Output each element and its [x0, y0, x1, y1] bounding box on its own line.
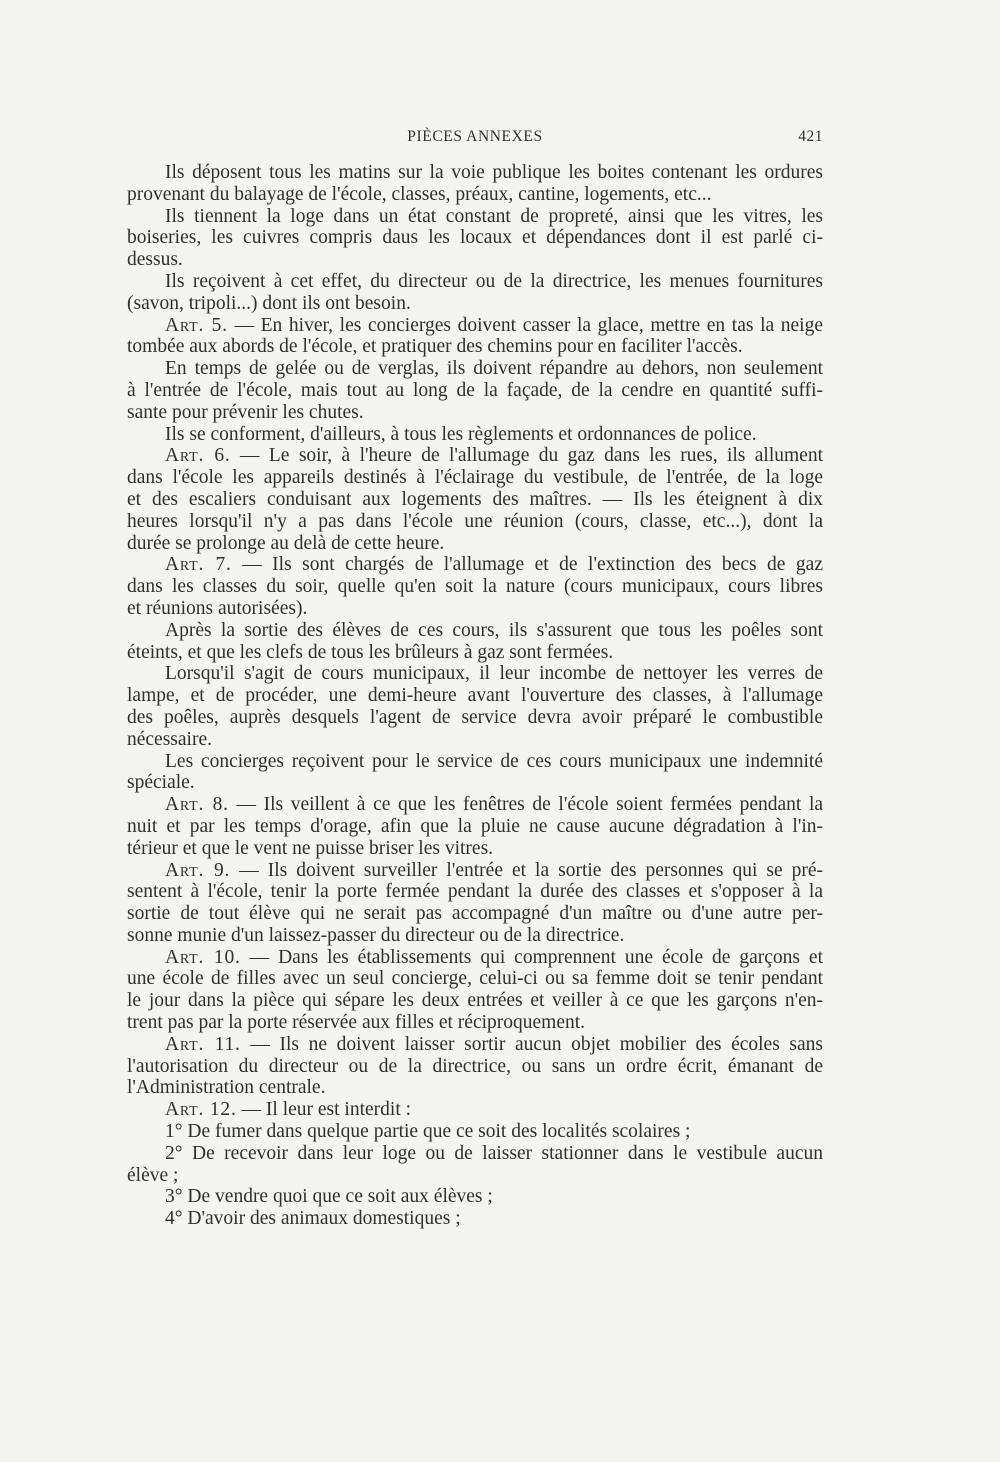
text-line — [127, 489, 823, 511]
page-number: 421 — [798, 128, 823, 145]
text-line — [127, 598, 823, 620]
line-text: 1° De fumer dans quelque partie que ce soit des localités scolaires ; — [165, 1121, 691, 1143]
article-paragraph — [127, 794, 823, 859]
line-text: Les concierges reçoivent pour le service de ces cours municipaux une indemnité — [165, 750, 823, 772]
text-line — [127, 663, 823, 685]
line-text: dans l'école les appareils destinés à l'éclairage du vestibule, de l'entrée, de la loge — [127, 467, 823, 489]
line-text: Lorsqu'il s'agit de cours municipaux, il leur incombe de nettoyer les verres de — [165, 663, 823, 685]
line-text: Ils reçoivent à cet effet, du directeur ou de la directrice, les menues fournitures — [165, 270, 823, 292]
text-line — [127, 1012, 823, 1034]
text-line — [127, 620, 823, 642]
line-text: 4° D'avoir des animaux domestiques ; — [165, 1208, 461, 1230]
line-text: Après la sortie des élèves de ces cours, ils s'assurent que tous les poêles sont — [165, 619, 823, 641]
paragraph — [127, 358, 823, 423]
text-line — [127, 445, 823, 467]
text-line — [127, 1099, 823, 1121]
line-text: à l'entrée de l'école, mais tout au long de la façade, de la cendre en quantité suffi- — [127, 379, 823, 401]
line-text: boiseries, les cuivres compris daus les locaux et dépendances dont il est parlé ci- — [127, 227, 823, 249]
paragraph — [127, 1208, 823, 1230]
text-line — [127, 271, 823, 293]
text-line — [127, 925, 823, 947]
text-line — [127, 1208, 823, 1230]
paragraph — [127, 162, 823, 206]
text-line — [127, 707, 823, 729]
text-line — [127, 947, 823, 969]
article-label: Art. 10. — [165, 946, 241, 968]
text-line — [127, 990, 823, 1012]
paragraph — [127, 663, 823, 750]
text-line — [127, 1034, 823, 1056]
text-line — [127, 1143, 823, 1165]
text-line — [127, 576, 823, 598]
text-line — [127, 184, 823, 206]
text-line — [127, 794, 823, 816]
text-line — [127, 1077, 823, 1099]
line-text: durée se prolonge au delà de cette heure. — [127, 532, 445, 554]
text-line — [127, 816, 823, 838]
text-line — [127, 380, 823, 402]
line-text: le jour dans la pièce qui sépare les deux entrées et veiller à ce que les garçons n'en- — [127, 990, 823, 1012]
article-paragraph — [127, 1034, 823, 1099]
text-line — [127, 685, 823, 707]
article-label: Art. 9. — [165, 859, 231, 881]
line-text: — Il leur est interdit : — [241, 1099, 412, 1121]
article-label: Art. 11. — [165, 1033, 241, 1055]
running-title: PIÈCES ANNEXES — [407, 128, 543, 145]
text-line — [127, 772, 823, 794]
line-text: sentent à l'école, tenir la porte fermée pendant la durée des classes et s'opposer à la — [127, 881, 823, 903]
line-text: éteints, et que les clefs de tous les brûleurs à gaz sont fermées. — [127, 641, 614, 663]
text-line — [127, 424, 823, 446]
paragraph — [127, 620, 823, 664]
line-text: sortie de tout élève qui ne serait pas accompagné d'un maître ou d'une autre per- — [127, 903, 823, 925]
line-text: — Dans les établissements qui comprennent une école de garçons et — [249, 946, 824, 968]
line-text: tombée aux abords de l'école, et pratiquer des chemins pour en faciliter l'accès. — [127, 336, 743, 358]
text-line — [127, 1121, 823, 1143]
line-text: térieur et que le vent ne puisse briser les vitres. — [127, 837, 494, 859]
text-line — [127, 881, 823, 903]
line-text: des poêles, auprès desquels l'agent de service devra avoir préparé le combustible — [127, 706, 823, 728]
line-text: nécessaire. — [127, 728, 212, 750]
article-label: Art. 12. — [165, 1099, 237, 1121]
line-text: 2° De recevoir dans leur loge ou de laisser stationner dans le vestibule aucun — [165, 1142, 823, 1164]
line-text: — Le soir, à l'heure de l'allumage du gaz dans les rues, ils allument — [240, 445, 824, 467]
text-line — [127, 642, 823, 664]
running-head — [127, 126, 823, 148]
line-text: dans les classes du soir, quelle qu'en soit la nature (cours municipaux, cours libres — [127, 576, 823, 598]
text-line — [127, 358, 823, 380]
line-text: sonne munie d'un laissez-passer du directeur ou de la directrice. — [127, 924, 625, 946]
line-text: spéciale. — [127, 772, 195, 794]
line-text: et réunions autorisées). — [127, 597, 308, 619]
paragraph — [127, 751, 823, 795]
text-line — [127, 1056, 823, 1078]
line-text: lampe, et de procéder, une demi-heure avant l'ouverture des classes, à l'allumage — [127, 685, 823, 707]
line-text: En temps de gelée ou de verglas, ils doivent répandre au dehors, non seulement — [165, 358, 823, 380]
line-text: 3° De vendre quoi que ce soit aux élèves ; — [165, 1186, 493, 1208]
text-line — [127, 1186, 823, 1208]
line-text: — Ils ne doivent laisser sortir aucun objet mobilier des écoles sans — [250, 1033, 824, 1055]
text-line — [127, 206, 823, 228]
line-text: provenant du balayage de l'école, classes, préaux, cantine, logements, etc... — [127, 183, 712, 205]
paragraph — [127, 206, 823, 271]
text-line — [127, 554, 823, 576]
line-text: — Ils sont chargés de l'allumage et de l'extinction des becs de gaz — [242, 554, 823, 576]
line-text: (savon, tripoli...) dont ils ont besoin. — [127, 292, 411, 314]
text-line — [127, 838, 823, 860]
line-text: une école de filles avec un seul concierge, celui-ci ou sa femme doit se tenir pendant — [127, 968, 823, 990]
text-line — [127, 249, 823, 271]
line-text: et des escaliers conduisant aux logements des maîtres. — Ils les éteignent à dix — [127, 488, 823, 510]
paragraph — [127, 1121, 823, 1143]
article-label: Art. 5. — [165, 314, 228, 336]
line-text: l'autorisation du directeur ou de la directrice, ou sans un ordre écrit, émanant de — [127, 1055, 823, 1077]
text-line — [127, 751, 823, 773]
article-label: Art. 6. — [165, 445, 231, 467]
line-text: sante pour prévenir les chutes. — [127, 401, 364, 423]
line-text: — Ils doivent surveiller l'entrée et la sortie des personnes qui se pré- — [239, 859, 824, 881]
line-text: élève ; — [127, 1164, 179, 1186]
text-line — [127, 860, 823, 882]
paragraph — [127, 424, 823, 446]
text-line — [127, 729, 823, 751]
line-text: nuit et par les temps d'orage, afin que la pluie ne cause aucune dégradation à l'in- — [127, 815, 823, 837]
article-paragraph — [127, 947, 823, 1034]
line-text: heures lorsqu'il n'y a pas dans l'école une réunion (cours, classe, etc...), dont la — [127, 510, 823, 532]
text-line — [127, 336, 823, 358]
paragraph — [127, 271, 823, 315]
text-line — [127, 315, 823, 337]
article-paragraph — [127, 554, 823, 619]
article-paragraph — [127, 315, 823, 359]
article-label: Art. 7. — [165, 554, 232, 576]
text-line — [127, 968, 823, 990]
text-line — [127, 467, 823, 489]
body-text — [127, 162, 823, 1230]
text-line — [127, 533, 823, 555]
line-text: Ils déposent tous les matins sur la voie publique les boites contenant les ordures — [165, 162, 823, 183]
text-line — [127, 293, 823, 315]
text-line — [127, 903, 823, 925]
article-label: Art. 8. — [165, 794, 229, 816]
text-line — [127, 511, 823, 533]
text-line — [127, 402, 823, 424]
line-text: l'Administration centrale. — [127, 1077, 326, 1099]
paragraph — [127, 1186, 823, 1208]
article-paragraph — [127, 1099, 823, 1121]
line-text: trent pas par la porte réservée aux filles et réciproquement. — [127, 1012, 586, 1034]
text-line — [127, 1165, 823, 1187]
paragraph — [127, 1143, 823, 1187]
article-paragraph — [127, 445, 823, 554]
line-text: — Ils veillent à ce que les fenêtres de l'école soient fermées pendant la — [236, 794, 824, 816]
line-text: — En hiver, les concierges doivent casser la glace, mettre en tas la neige — [234, 314, 823, 336]
line-text: Ils tiennent la loge dans un état constant de propreté, ainsi que les vitres, les — [165, 205, 823, 227]
text-line — [127, 227, 823, 249]
line-text: Ils se conforment, d'ailleurs, à tous les règlements et ordonnances de police. — [165, 423, 757, 445]
article-paragraph — [127, 860, 823, 947]
text-line — [127, 162, 823, 184]
line-text: dessus. — [127, 249, 183, 271]
